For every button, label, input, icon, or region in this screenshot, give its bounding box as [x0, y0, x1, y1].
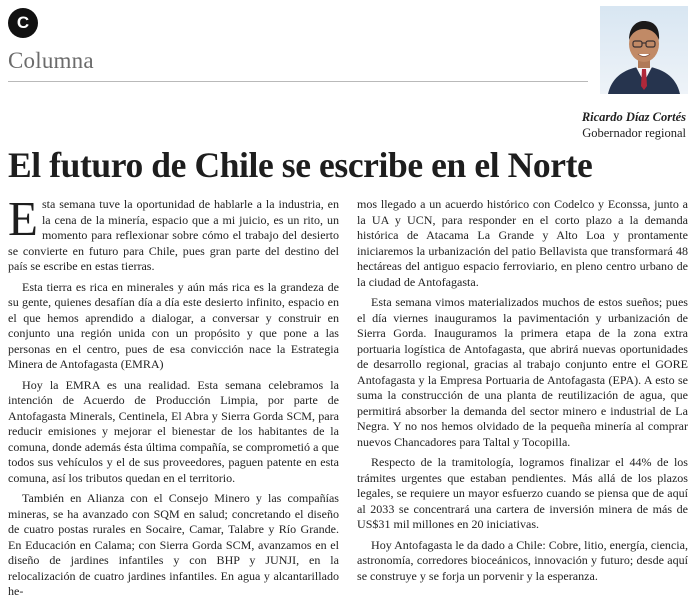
article-paragraph: Hoy Antofagasta le da dado a Chile: Cobre, litio, energía, ciencia, astronomía, corredores bioceánicos, innovación y futuro; desde aquí se construye y se forja un porvenir y la esperanza. [357, 537, 688, 583]
article-paragraph: mos llegado a un acuerdo histórico con Codelco y Econssa, junto a la UA y UCN, para responder en el corto plazo a la demanda histórica de Atacama La Grande y Alto Loa y prontamente iniciaremos la urbanización del patio Bellavista que transformará 48 hectáreas del antiguo espacio ferroviario, en pleno centro urbano de la ciudad de Antofagasta. [357, 197, 688, 289]
paragraph-text: sta semana tuve la oportunidad de hablarle a la industria, en la cena de la minería, espacio que a mi juicio, es un rito, un momento para reflexionar sobre cómo el trabajo del desierto se convierte en futuro para Chile, pues gran parte del destino del país se escribe en estas tierras. [8, 197, 339, 273]
article-paragraph: Esta tierra es rica en minerales y aún más rica es la grandeza de su gente, quienes desafían día a día este desierto infinito, espacio en el que hemos aprendido a dialogar, a conversar y construir en conjunto una región unida con un propósito y que pone a las personas en el centro, pues de esa convicción nace la Estrategia Minera de Antofagasta (EMRA) [8, 279, 339, 371]
article-paragraph: Esta semana vimos materializados muchos de estos sueños; pues el día viernes inauguramos la pavimentación y urbanización de Sierra Gorda. Inauguramos la primera etapa de la zona extra portuaria logística de Antofagasta, que abrirá nuevas oportunidades de desarrollo regional, gracias al trabajo conjunto entre el GORE Antofagasta y la Empresa Portuaria de Antofagasta (EPA). A esto se suma la construcción de una planta de reutilización de agua, que permitirá absorber la demanda del sector minero e industrial de La Negra. Y no nos hemos olvidado de la pequeña minería al comprar nuevos Chancadores para Taltal y Tocopilla. [357, 295, 688, 449]
section-label: Columna [8, 48, 94, 73]
article-column-right [357, 197, 688, 589]
article-paragraph: Hoy la EMRA es una realidad. Esta semana celebramos la intención de Acuerdo de Producción Limpia, por parte de Antofagasta Minerals, Centinela, El Abra y Sierra Gorda SCM, para reducir emisiones y mejorar el bienestar de los habitantes de la comuna, donde además ésta última compañía, se comprometió a que todos sus vehículos y el de sus proveedores, paguen patente en esta comuna, así los tributos quedan en el territorio. [8, 377, 339, 485]
article-column-left [8, 191, 339, 605]
article-paragraph: También en Alianza con el Consejo Minero y las compañías mineras, se ha avanzado con SQM en salud; concretando el diseño de cuatro postas rurales en Socaire, Camar, Talabre y Río Grande. En Educación en Calama; con Sierra Gorda SCM, avanzamos en el diseño de jardines infantiles y con BHP y JUNJI, en la relocalización de cuatro jardines infantiles. En agua y alcantarillado he- [8, 491, 339, 598]
author-byline [582, 109, 686, 141]
author-role: Gobernador regional [582, 126, 686, 140]
author-name: Ricardo Díaz Cortés [581, 110, 686, 124]
article-paragraph: Respecto de la tramitología, logramos finalizar el 44% de los trámites urgentes que estaban pendientes. Más allá de los plazos legales, se requiere un mayor esfuerzo cuando se piensa que de aquí al 2033 se concentrará una cartera de inversión minera de más de US$31 mil millones en 20 iniciativas. [357, 455, 688, 531]
article-headline: El futuro de Chile se escribe en el Norte [8, 145, 593, 185]
column-badge: C [8, 8, 38, 38]
article-paragraph [8, 191, 339, 275]
author-photo [600, 6, 688, 94]
header-divider [8, 81, 588, 82]
drop-cap: E [8, 191, 38, 246]
